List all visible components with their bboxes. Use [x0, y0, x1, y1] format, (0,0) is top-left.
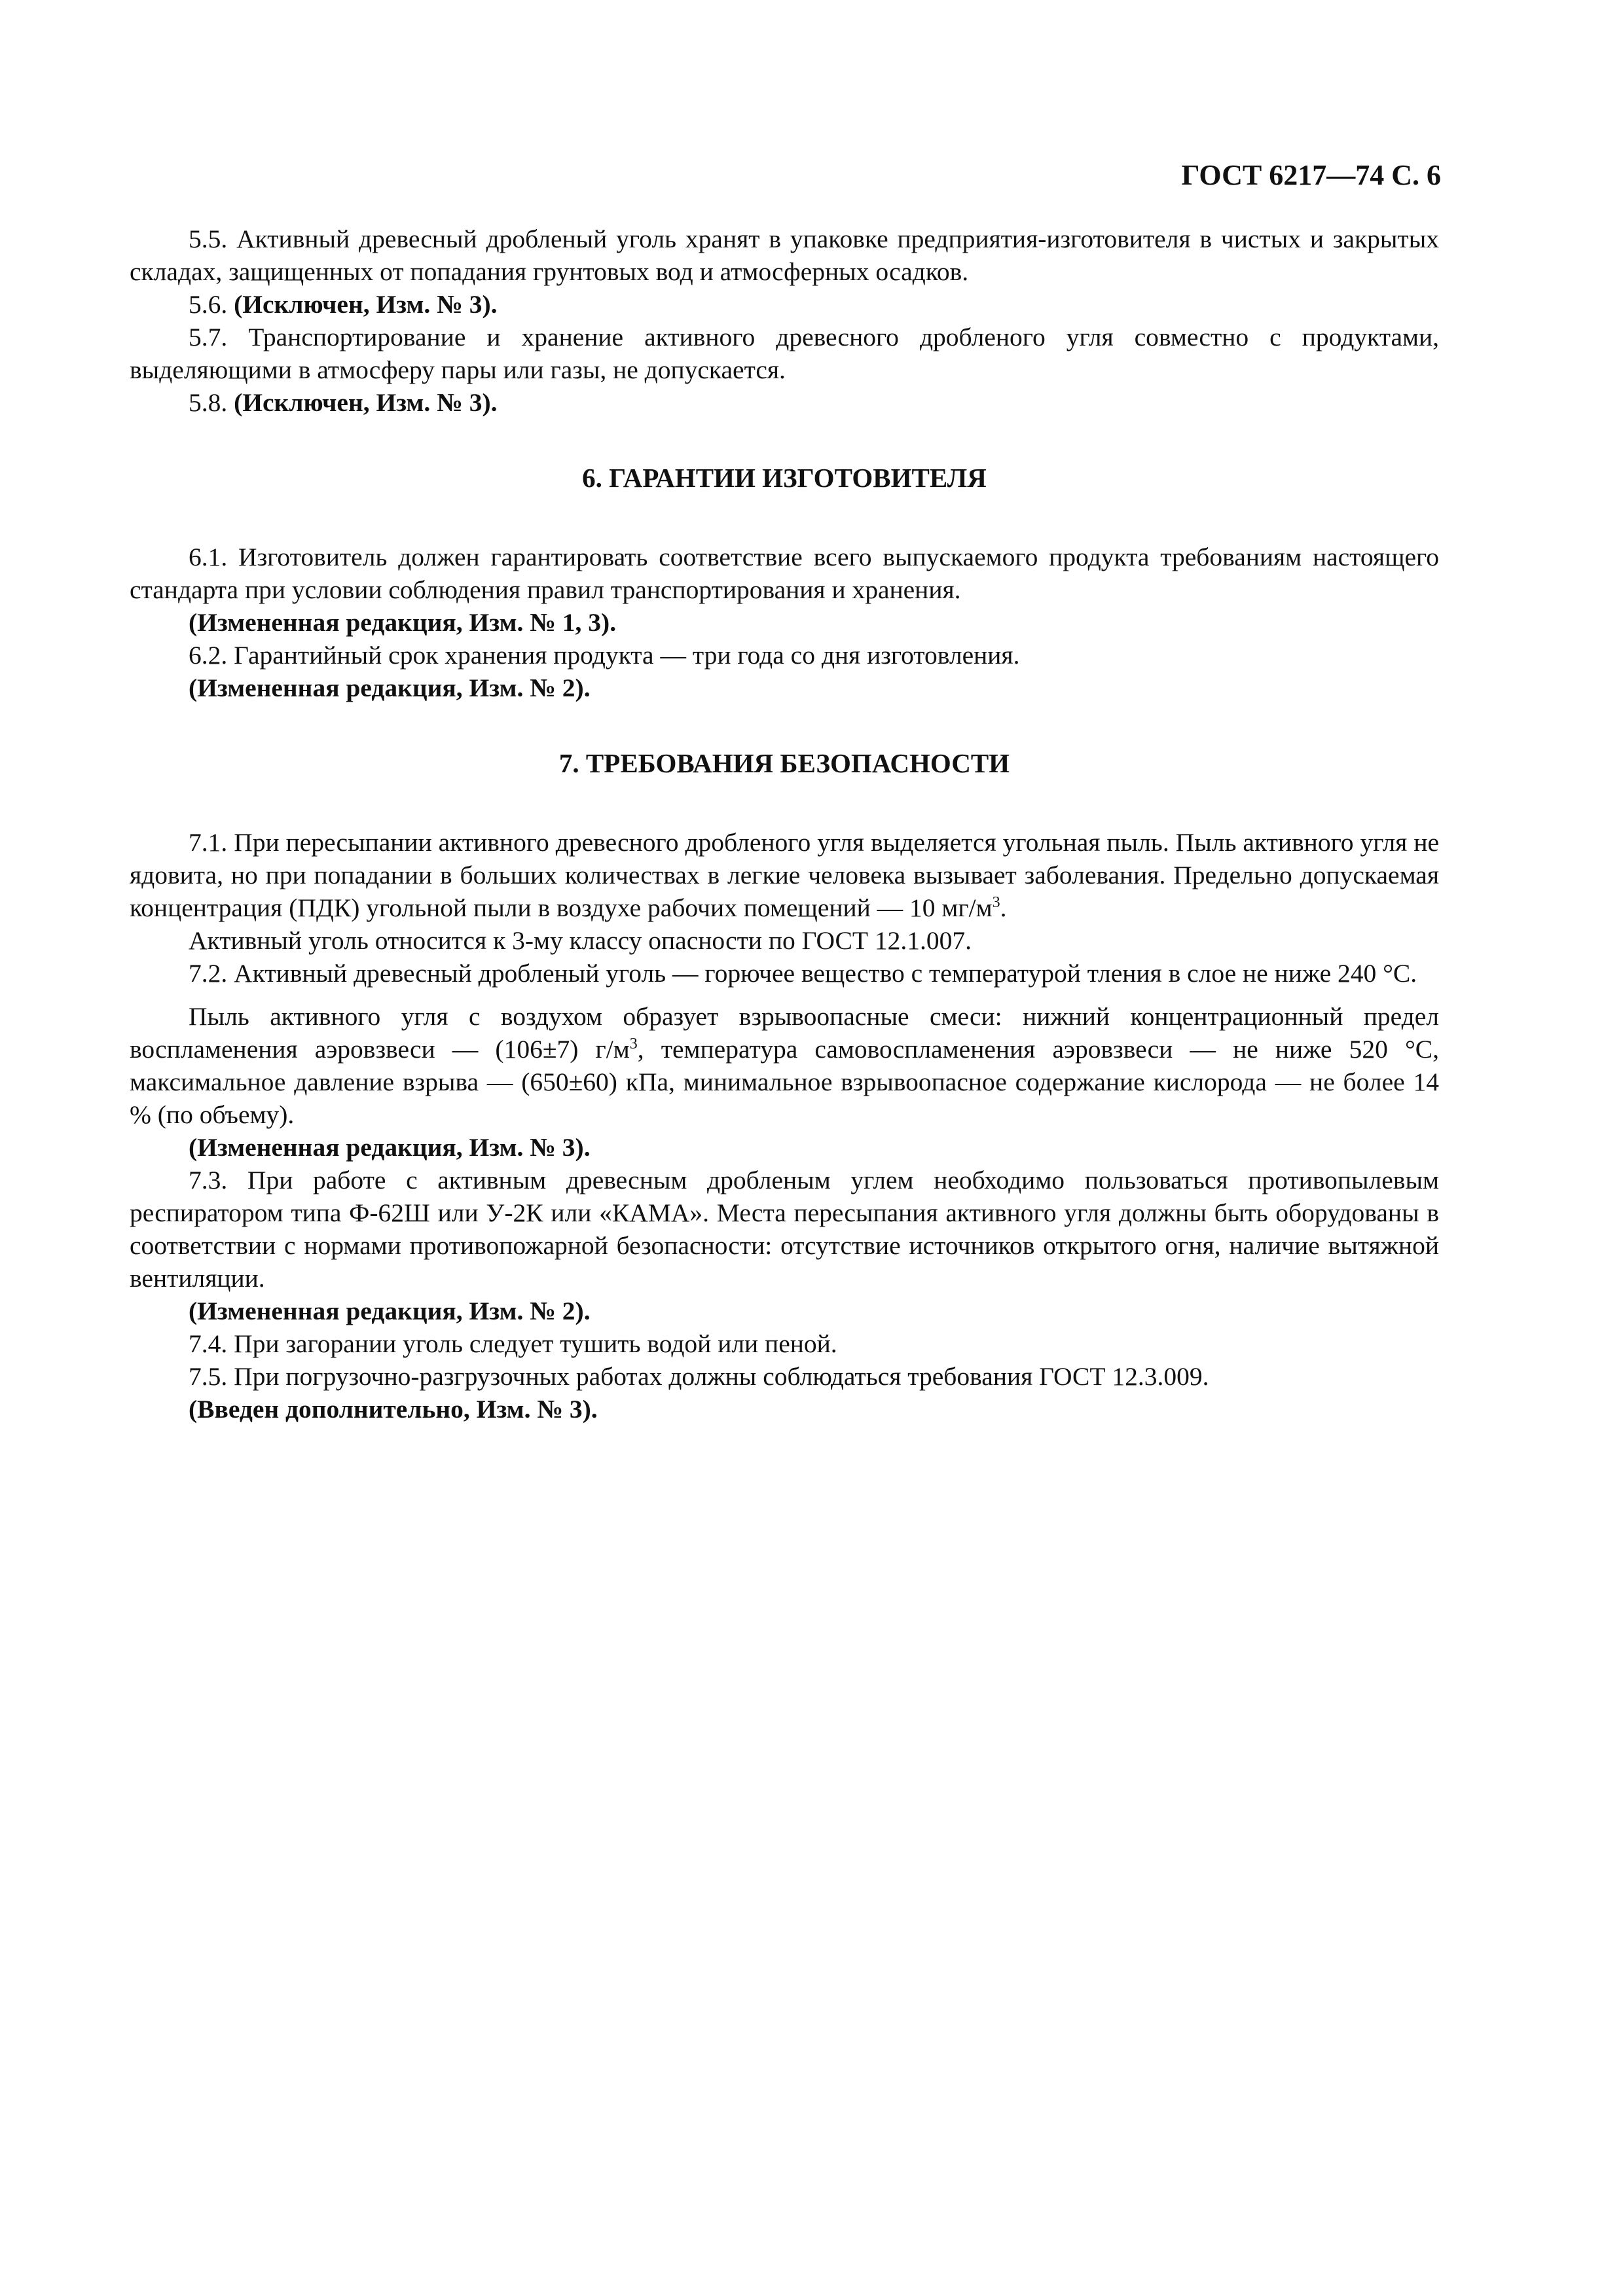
clause-7-1-end: . [1000, 893, 1007, 922]
clause-6-1-edit-note: (Измененная редакция, Изм. № 1, 3). [189, 608, 617, 637]
clause-5-8 [130, 386, 1439, 419]
clause-7-1-superscript: 3 [992, 894, 1000, 911]
section-7-title: 7. ТРЕБОВАНИЯ БЕЗОПАСНОСТИ [558, 748, 1010, 778]
document-body [130, 223, 1439, 1426]
clause-5-6 [130, 288, 1439, 321]
page-header: ГОСТ 6217—74 С. 6 [1181, 159, 1441, 191]
clause-7-3-edit-note: (Измененная редакция, Изм. № 2). [189, 1297, 591, 1325]
clause-7-1-hazard-class: Активный уголь относится к 3-му классу опасности по ГОСТ 12.1.007. [189, 926, 972, 955]
clause-7-2-explosive-text-1: Пыль активного угля с воздухом образует взрывоопасные смеси: нижний концентрационный предел воспламенения аэровзвеси — (106±7) г/м [130, 1002, 1439, 1064]
clause-7-1-text: 7.1. При пересыпании активного древесного дробленого угля выделяется угольная пыль. Пыль активного угля не ядовита, но при попадании в больших количествах в легкие человека вызывает заболевания. Предельно допускаемая концентрация (ПДК) угольной пыли в воздухе рабочих помещений — 10 мг/м [130, 828, 1439, 922]
clause-7-2-superscript: 3 [629, 1035, 638, 1052]
clause-5-8-note: (Исключен, Изм. № 3). [234, 388, 498, 417]
clause-5-6-note: (Исключен, Изм. № 3). [234, 290, 498, 319]
clause-7-1 [130, 826, 1439, 924]
clause-6-1: 6.1. Изготовитель должен гарантировать соответствие всего выпускаемого продукта требованиям настоящего стандарта при условии соблюдения правил транспортирования и хранения. [130, 543, 1439, 604]
clause-7-3: 7.3. При работе с активным древесным дробленым углем необходимо пользоваться противопылевым респиратором типа Ф-62Ш или У-2К или «КАМА». Места пересыпания активного угля должны быть оборудованы в соответствии с нормами противопожарной безопасности: отсутствие источников открытого огня, наличие вытяжной вентиляции. [130, 1166, 1439, 1293]
section-6-title: 6. ГАРАНТИИ ИЗГОТОВИТЕЛЯ [582, 463, 987, 493]
clause-5-5: 5.5. Активный древесный дробленый уголь хранят в упаковке предприятия-изготовителя в чистых и закрытых складах, защищенных от попадания грунтовых вод и атмосферных осадков. [130, 224, 1439, 286]
clause-7-2: 7.2. Активный древесный дробленый уголь — горючее вещество с температурой тления в слое не ниже 240 °С. [189, 959, 1417, 988]
clause-7-2-edit-note: (Измененная редакция, Изм. № 3). [189, 1133, 591, 1162]
clause-7-2-explosive-text-2: , температура самовоспламенения аэровзвеси — не ниже 520 °С, максимальное давление взрыва — (650±60) кПа, минимальное взрывоопасное содержание кислорода — не более 14 % (по объему). [130, 1035, 1439, 1129]
clause-6-2-edit-note: (Измененная редакция, Изм. № 2). [189, 673, 591, 702]
clause-5-7: 5.7. Транспортирование и хранение активного древесного дробленого угля совместно с продуктами, выделяющими в атмосферу пары или газы, не допускается. [130, 323, 1439, 384]
clause-5-8-number: 5.8. [189, 388, 234, 417]
clause-6-2: 6.2. Гарантийный срок хранения продукта — три года со дня изготовления. [189, 641, 1020, 670]
clause-7-2-explosive-mixtures [130, 1000, 1439, 1131]
clause-7-5: 7.5. При погрузочно-разгрузочных работах должны соблюдаться требования ГОСТ 12.3.009. [189, 1362, 1209, 1391]
clause-7-4: 7.4. При загорании уголь следует тушить водой или пеной. [189, 1329, 837, 1358]
clause-7-5-edit-note: (Введен дополнительно, Изм. № 3). [189, 1395, 598, 1424]
clause-5-6-number: 5.6. [189, 290, 234, 319]
